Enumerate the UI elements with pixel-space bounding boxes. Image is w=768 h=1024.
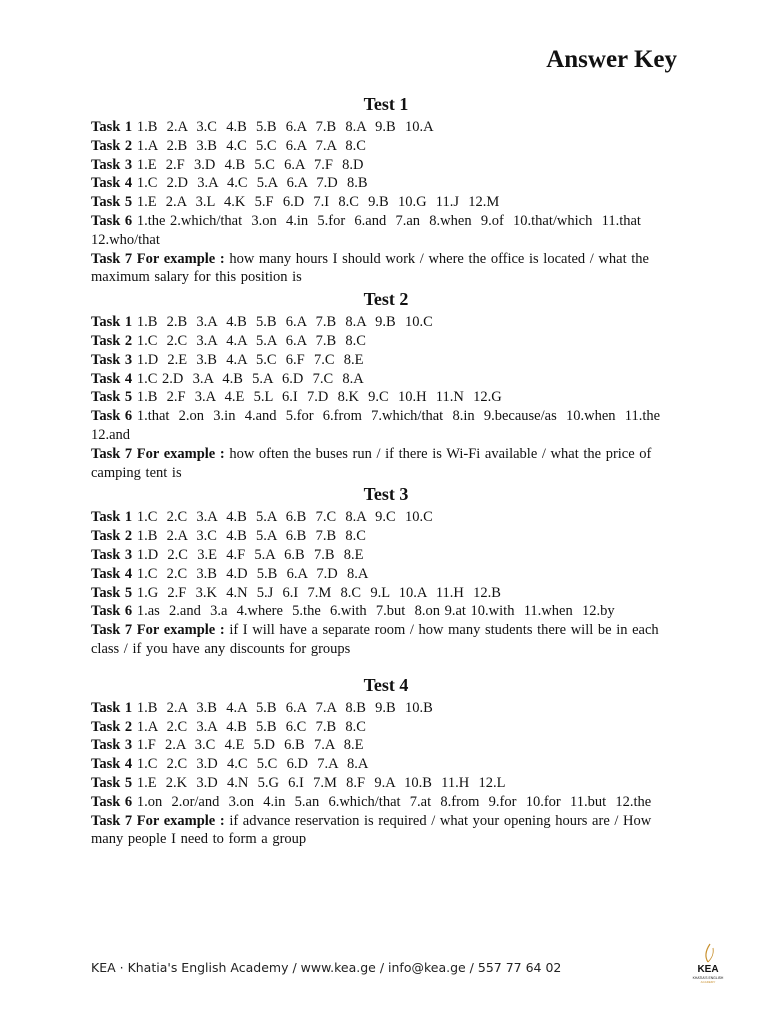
- task-answers: 1.that 2.on 3.in 4.and 5.for 6.from 7.which/that 8.in 9.because/as 10.when 11.the 12.and: [91, 408, 665, 443]
- task-answers: 1.B 2.F 3.A 4.E 5.L 6.I 7.D 8.K 9.C 10.H 11.N 12.G: [136, 389, 502, 406]
- task-label: Task 2: [91, 718, 133, 735]
- task-line: [91, 602, 681, 621]
- task-label: Task 6: [91, 408, 133, 425]
- task-label: Task 1: [91, 119, 133, 135]
- task-answers: 1.C 2.C 3.A 4.B 5.A 6.B 7.C 8.A 9.C 10.C: [136, 509, 433, 526]
- task-answers: how often the buses run / if there is Wi-Fi available / what the price of camping tent is: [91, 445, 657, 481]
- task-answers: 1.C 2.C 3.A 4.A 5.A 6.A 7.B 8.C: [136, 332, 366, 349]
- task-line: [91, 156, 681, 175]
- task-answers: 1.B 2.B 3.A 4.B 5.B 6.A 7.B 8.A 9.B 10.C: [136, 314, 433, 331]
- task-answers: 1.C 2.C 3.D 4.C 5.C 6.D 7.A 8.A: [136, 756, 369, 773]
- test-heading: Test 2: [363, 289, 409, 310]
- task-line: [91, 774, 681, 793]
- task-answers: 1.D 2.C 3.E 4.F 5.A 6.B 7.B 8.E: [136, 546, 364, 563]
- task-line: [91, 508, 681, 527]
- task-answers: 1.G 2.F 3.K 4.N 5.J 6.I 7.M 8.C 9.L 10.A 11.H 12.B: [136, 584, 501, 601]
- task-line: [91, 565, 681, 584]
- task-label: Task 4: [91, 565, 133, 582]
- task-label: Task 3: [91, 351, 133, 368]
- task-line: [91, 370, 681, 389]
- task-answers: 1.E 2.K 3.D 4.N 5.G 6.I 7.M 8.F 9.A 10.B 11.H 12.L: [136, 774, 506, 791]
- task-line: [91, 174, 681, 193]
- task-label: Task 5: [91, 389, 133, 406]
- task-label: Task 3: [91, 156, 133, 173]
- task-line: [91, 313, 681, 332]
- task-label: Task 4: [91, 756, 133, 773]
- test-heading: Test 4: [363, 674, 409, 695]
- task-label: Task 6: [91, 603, 133, 620]
- task-label: Task 3: [91, 737, 133, 754]
- task-label: Task 1: [91, 314, 133, 331]
- task-line: [91, 718, 681, 737]
- tests-container: [91, 92, 681, 849]
- task-line: [91, 736, 681, 755]
- task-label: Task 2: [91, 528, 133, 545]
- task-line: [91, 351, 681, 370]
- task-label: Task 7 For example :: [91, 622, 225, 639]
- footer-contact: KEA · Khatia's English Academy / www.kea.ge / info@kea.ge / 557 77 64 02: [91, 960, 562, 975]
- task-answers: 1.on 2.or/and 3.on 4.in 5.an 6.which/that 7.at 8.from 9.for 10.for 11.but 12.the: [136, 793, 652, 810]
- task-line: [91, 250, 681, 288]
- task-line: [91, 621, 681, 659]
- task-answers: 1.D 2.E 3.B 4.A 5.C 6.F 7.C 8.E: [136, 351, 364, 368]
- task-answers: 1.E 2.A 3.L 4.K 5.F 6.D 7.I 8.C 9.B 10.G 11.J 12.M: [136, 194, 500, 211]
- task-label: Task 5: [91, 584, 133, 601]
- task-answers: 1.E 2.F 3.D 4.B 5.C 6.A 7.F 8.D: [136, 156, 364, 173]
- task-answers: 1.B 2.A 3.C 4.B 5.A 6.B 7.B 8.C: [136, 528, 366, 545]
- task-answers: 1.C 2.C 3.B 4.D 5.B 6.A 7.D 8.A: [136, 565, 369, 582]
- task-label: Task 1: [91, 509, 133, 526]
- task-label: Task 4: [91, 175, 133, 192]
- test-heading: Test 1: [363, 94, 409, 114]
- task-line: [91, 212, 681, 250]
- task-answers: if advance reservation is required / what your opening hours are / How many people I need to form a group: [91, 812, 656, 848]
- task-line: [91, 388, 681, 407]
- task-answers: 1.C 2.D 3.A 4.B 5.A 6.D 7.C 8.A: [136, 370, 364, 387]
- task-line: [91, 584, 681, 603]
- task-label: Task 7 For example :: [91, 445, 225, 462]
- task-line: [91, 137, 681, 156]
- svg-text:ACADEMY: ACADEMY: [700, 980, 716, 984]
- task-label: Task 7 For example :: [91, 812, 225, 829]
- task-label: Task 5: [91, 194, 133, 211]
- task-line: [91, 546, 681, 565]
- task-line: [91, 699, 681, 718]
- task-answers: 1.C 2.D 3.A 4.C 5.A 6.A 7.D 8.B: [136, 175, 368, 192]
- task-answers: 1.A 2.B 3.B 4.C 5.C 6.A 7.A 8.C: [136, 137, 366, 154]
- task-answers: 1.as 2.and 3.a 4.where 5.the 6.with 7.but 8.on 9.at 10.with 11.when 12.by: [136, 603, 615, 620]
- task-line: [91, 193, 681, 212]
- task-label: Task 2: [91, 137, 133, 154]
- task-line: [91, 332, 681, 351]
- task-answers: 1.the 2.which/that 3.on 4.in 5.for 6.and 7.an 8.when 9.of 10.that/which 11.that 12.who/that: [91, 212, 646, 248]
- task-answers: 1.B 2.A 3.C 4.B 5.B 6.A 7.B 8.A 9.B 10.A: [136, 119, 434, 135]
- task-label: Task 3: [91, 546, 133, 563]
- task-answers: 1.A 2.C 3.A 4.B 5.B 6.C 7.B 8.C: [136, 718, 366, 735]
- task-label: Task 6: [91, 212, 133, 229]
- task-label: Task 7 For example :: [91, 250, 225, 267]
- task-line: [91, 118, 681, 137]
- test-heading: Test 3: [363, 484, 409, 505]
- task-line: [91, 793, 681, 812]
- task-line: [91, 445, 681, 483]
- task-label: Task 4: [91, 370, 133, 387]
- task-line: [91, 407, 681, 445]
- task-label: Task 5: [91, 774, 133, 791]
- task-answers: if I will have a separate room / how many students there will be in each class / if you have any discounts for groups: [91, 622, 664, 657]
- task-line: [91, 755, 681, 774]
- task-answers: 1.B 2.A 3.B 4.A 5.B 6.A 7.A 8.B 9.B 10.B: [136, 699, 433, 716]
- task-answers: how many hours I should work / where the office is located / what the maximum salary for this position is: [91, 250, 654, 286]
- logo-name: KEA: [697, 964, 719, 975]
- task-label: Task 1: [91, 699, 133, 716]
- task-line: [91, 812, 681, 850]
- task-answers: 1.F 2.A 3.C 4.E 5.D 6.B 7.A 8.E: [136, 737, 364, 754]
- task-line: [91, 527, 681, 546]
- kea-logo-icon: [686, 942, 730, 984]
- svg-text:KHATIA'S ENGLISH: KHATIA'S ENGLISH: [692, 976, 724, 980]
- task-label: Task 6: [91, 793, 133, 810]
- page-title: Answer Key: [546, 46, 677, 73]
- section-gap: [91, 659, 681, 673]
- task-label: Task 2: [91, 332, 133, 349]
